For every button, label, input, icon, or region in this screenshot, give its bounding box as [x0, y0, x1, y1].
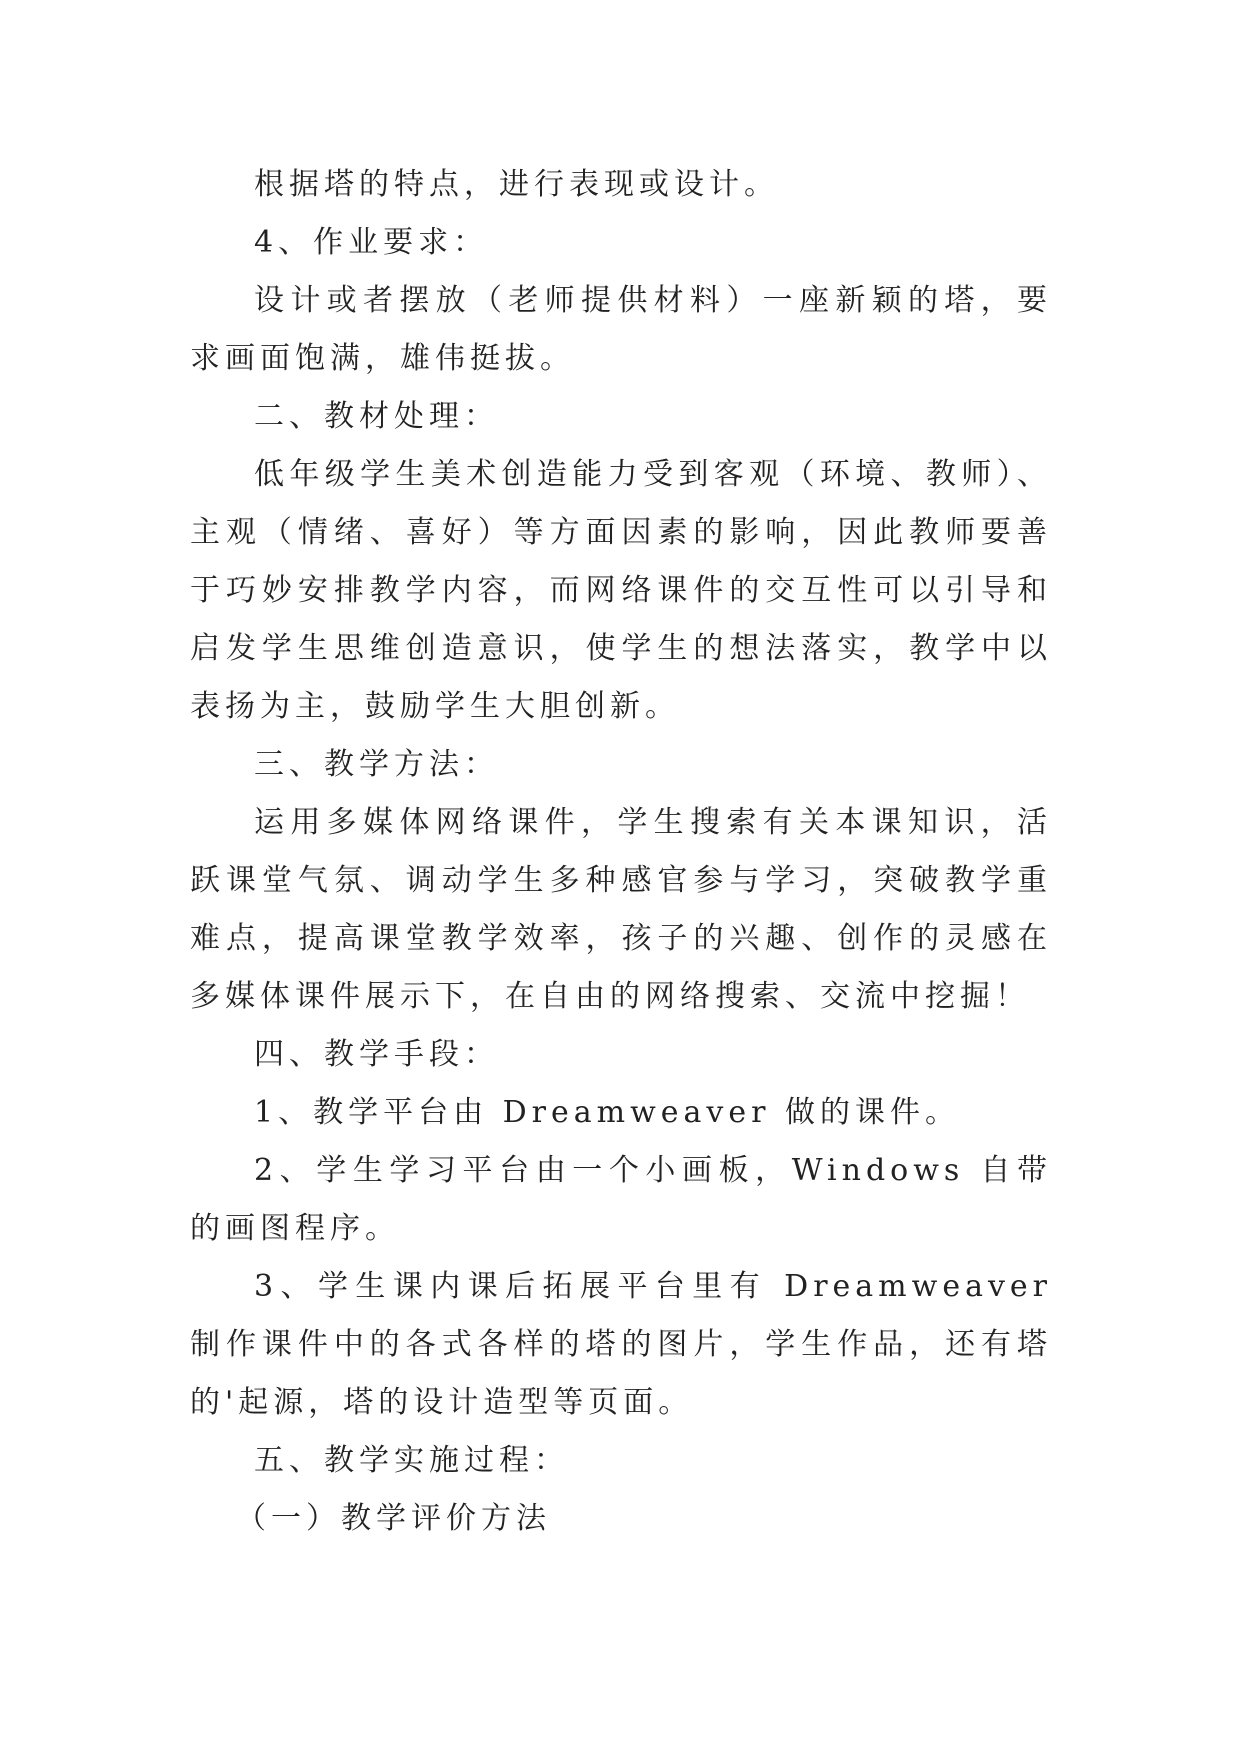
paragraph-intro: 根据塔的特点，进行表现或设计。: [254, 167, 779, 202]
paragraph-means-1: 1、教学平台由 Dreamweaver 做的课件。: [254, 1095, 961, 1130]
heading-teaching-means: 四、教学手段：: [254, 1037, 499, 1072]
paragraph-means-2: 2、学生学习平台由一个小画板，Windows 自带的画图程序。: [190, 1153, 1052, 1246]
heading-implementation: 五、教学实施过程：: [254, 1443, 569, 1478]
heading-homework-requirements: 4、作业要求：: [254, 225, 489, 260]
heading-evaluation-method: （一）教学评价方法: [236, 1501, 551, 1536]
paragraph-material-handling: 低年级学生美术创造能力受到客观（环境、教师）、主观（情绪、喜好）等方面因素的影响，因此教师要善于巧妙安排教学内容，而网络课件的交互性可以引导和启发学生思维创造意识，使学生的想法落实，教学中以表扬为主，鼓励学生大胆创新。: [190, 457, 1052, 724]
paragraph-means-3: 3、学生课内课后拓展平台里有 Dreamweaver 制作课件中的各式各样的塔的图片，学生作品，还有塔的'起源，塔的设计造型等页面。: [190, 1269, 1052, 1420]
paragraph-teaching-method: 运用多媒体网络课件，学生搜索有关本课知识，活跃课堂气氛、调动学生多种感官参与学习，突破教学重难点，提高课堂教学效率，孩子的兴趣、创作的灵感在多媒体课件展示下，在自由的网络搜索、交流中挖掘！: [190, 805, 1052, 1014]
heading-material-handling: 二、教材处理：: [254, 399, 499, 434]
paragraph-homework: 设计或者摆放（老师提供材料）一座新颖的塔，要求画面饱满，雄伟挺拔。: [190, 283, 1052, 376]
document-body: [190, 156, 1052, 1548]
heading-teaching-method: 三、教学方法：: [254, 747, 499, 782]
